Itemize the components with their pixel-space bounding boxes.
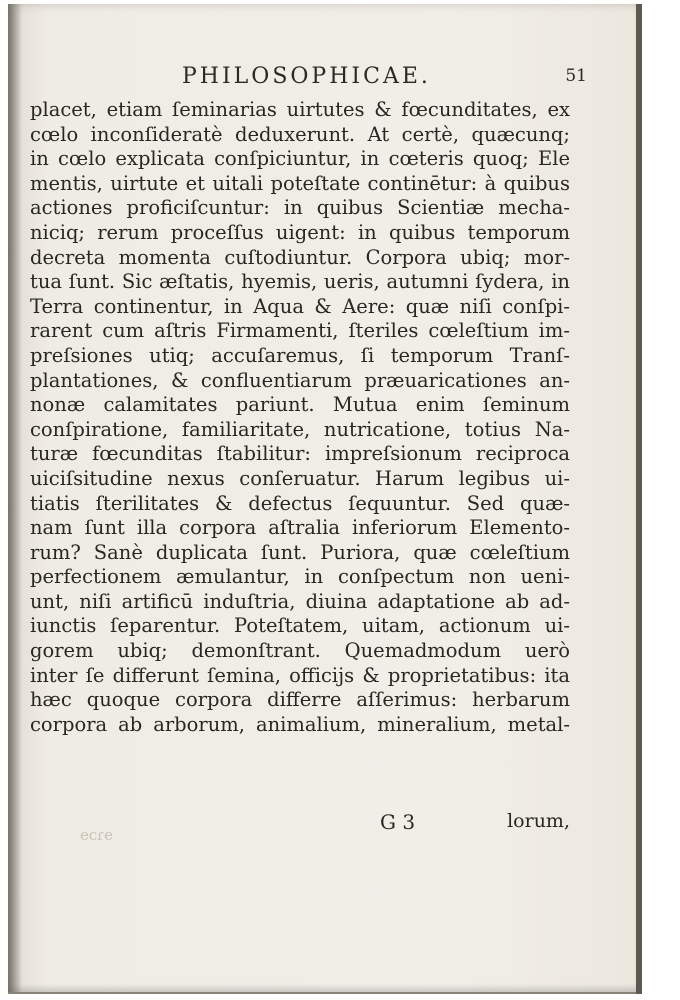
signature-mark: G 3 — [380, 810, 416, 834]
text-line: iunctis ſeparentur. Poteſtatem, uitam, actionum ui- — [30, 614, 570, 638]
text-line: in cœlo explicata conſpiciuntur, in cœteris quoq; Ele — [30, 147, 570, 171]
bleed-through-text: ɘɿɔɘ — [80, 826, 113, 844]
gutter-shadow — [8, 4, 22, 992]
text-line: decreta momenta cuſtodiuntur. Corpora ubiq; mor- — [30, 245, 570, 269]
text-line: unt, niſi artificū induſtria, diuina adaptatione ab ad- — [30, 589, 570, 613]
text-line: niciq; rerum proceſſus uigent: in quibus temporum — [30, 220, 570, 244]
text-line: corpora ab arborum, animalium, mineralium, metal- — [30, 712, 570, 736]
text-line: actiones proficiſcuntur: in quibus Scientiæ mecha- — [30, 196, 570, 220]
text-line: cœlo inconſideratè deduxerunt. At certè, quæcunq; — [30, 122, 570, 146]
text-line: nam ſunt illa corpora aſtralia inferiorum Elemento- — [30, 516, 570, 540]
text-line: rum? Sanè duplicata ſunt. Puriora, quæ cœleſtium — [30, 540, 570, 564]
text-line: Terra continentur, in Aqua & Aere: quæ niſi conſpi- — [30, 294, 570, 318]
text-line: perfectionem æmulantur, in conſpectum non ueni- — [30, 565, 570, 589]
page-header — [32, 64, 587, 98]
text-line: nonæ calamitates pariunt. Mutua enim ſeminum — [30, 393, 570, 417]
text-line: preſsiones utiq; accuſaremus, ſi temporum Tranſ- — [30, 343, 570, 367]
text-line: uiciſsitudine nexus conſeruatur. Harum legibus ui- — [30, 466, 570, 490]
text-line: hæc quoque corpora differre aſſerimus: herbarum — [30, 688, 570, 712]
text-line: turæ fœcunditas ſtabilitur: impreſsionum reciproca — [30, 442, 570, 466]
text-line: rarent cum aſtris Firmamenti, ſteriles cœleſtium im- — [30, 319, 570, 343]
text-line: tua ſunt. Sic æſtatis, hyemis, ueris, autumni ſydera, in — [30, 270, 570, 294]
text-line: gorem ubiq; demonſtrant. Quemadmodum uerò — [30, 639, 570, 663]
text-line: inter ſe differunt ſemina, officijs & proprietatibus: ita — [30, 663, 570, 687]
page-number: 51 — [565, 66, 587, 86]
page-footer — [30, 808, 570, 844]
text-line: placet, etiam ſeminarias uirtutes & fœcunditates, ex — [30, 98, 570, 121]
text-line: tiatis ſterilitates & defectus ſequuntur. Sed quæ- — [30, 491, 570, 515]
page-edge — [636, 4, 642, 994]
text-line: conſpiratione, familiaritate, nutricatione, totius Na- — [30, 417, 570, 441]
running-head: PHILOSOPHICAE. — [182, 64, 431, 89]
text-line: mentis, uirtute et uitali poteſtate continētur: à quibus — [30, 171, 570, 195]
text-line: plantationes, & confluentiarum præuaricationes an- — [30, 368, 570, 392]
catchword: lorum, — [507, 810, 570, 832]
body-text — [30, 98, 570, 737]
